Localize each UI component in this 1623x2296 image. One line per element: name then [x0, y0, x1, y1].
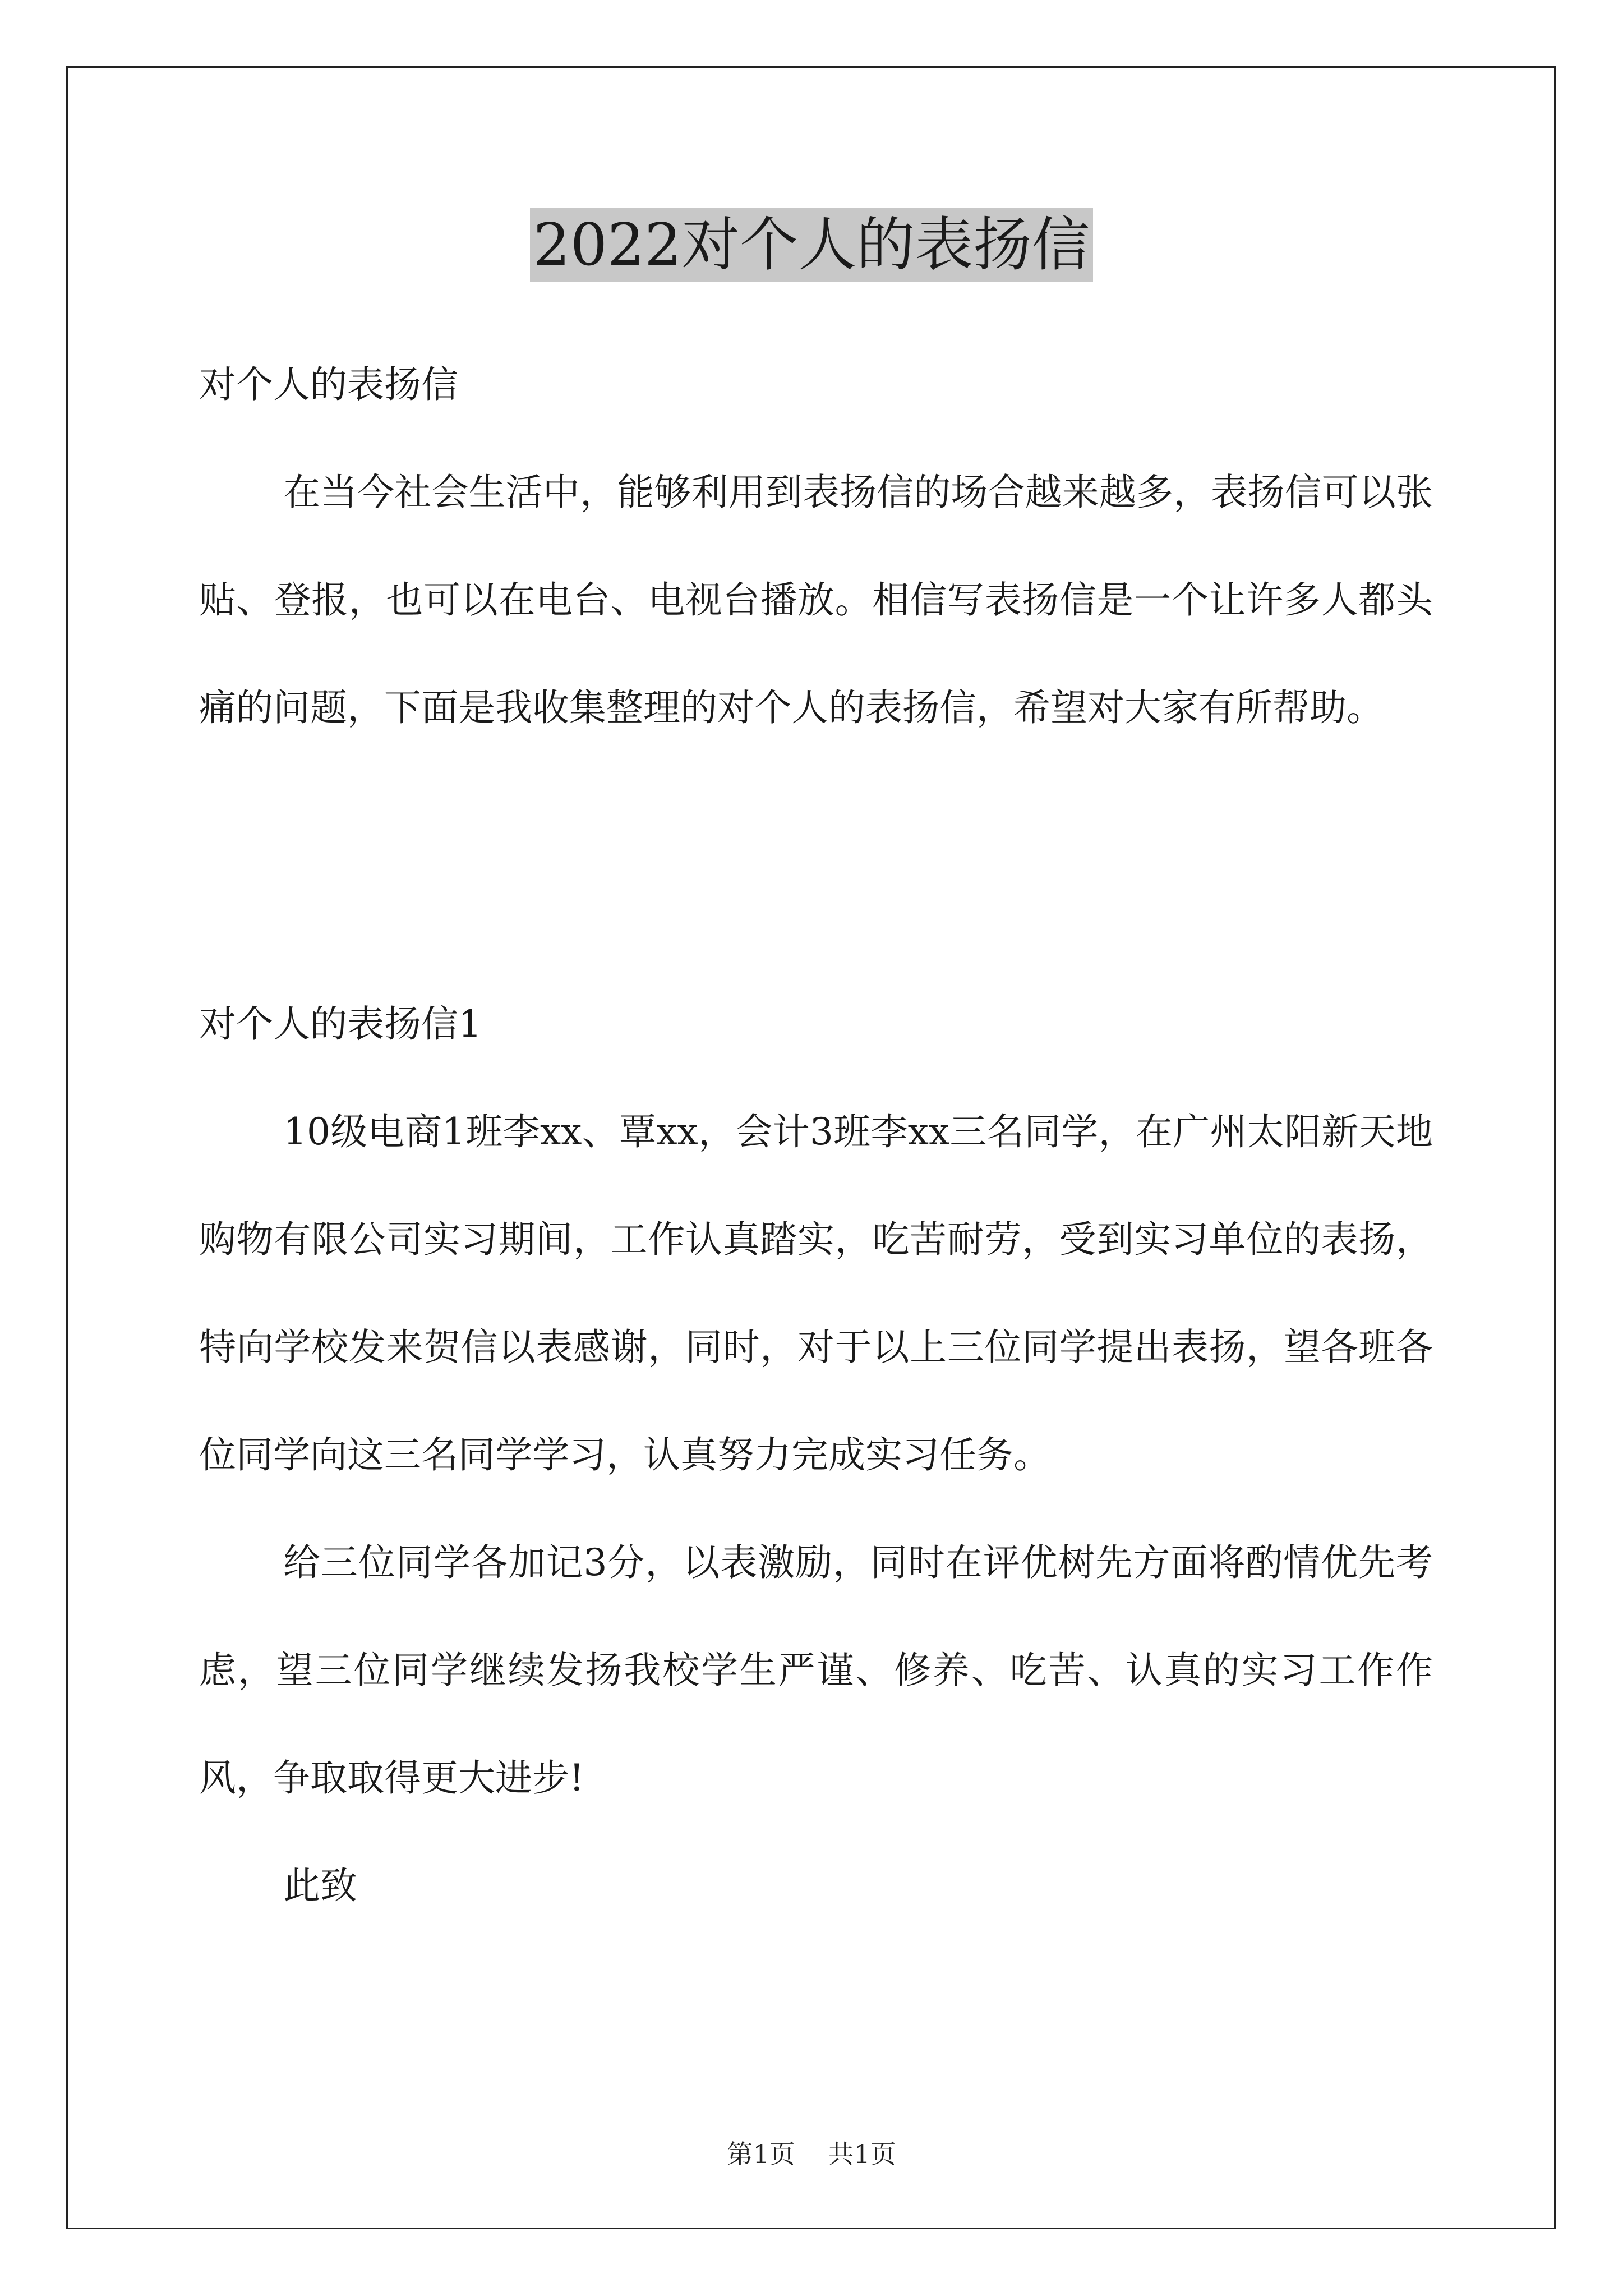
closing-line: 此致 [283, 1864, 357, 1907]
page-footer [0, 2137, 1623, 2171]
page-number-total: 共1页 [828, 2139, 896, 2169]
title-container [0, 208, 1623, 282]
page-number-current: 第1页 [727, 2139, 795, 2169]
document-body-top [199, 331, 1433, 762]
paragraph-2: 给三位同学各加记3分，以表激励，同时在评优树先方面将酌情优先考虑，望三位同学继续发扬我校学生严谨、修养、吃苦、认真的实习工作作风，争取取得更大进步! [199, 1541, 1433, 1800]
section-heading: 对个人的表扬信1 [199, 1002, 482, 1046]
document-subtitle: 对个人的表扬信 [199, 363, 458, 406]
document-body-section [199, 970, 1433, 1940]
intro-paragraph: 在当今社会生活中，能够利用到表扬信的场合越来越多，表扬信可以张贴、登报，也可以在电台、电视台播放。相信写表扬信是一个让许多人都头痛的问题，下面是我收集整理的对个人的表扬信，希望对大家有所帮助。 [199, 471, 1433, 729]
paragraph-1: 10级电商1班李xx、覃xx，会计3班李xx三名同学，在广州太阳新天地购物有限公司实习期间，工作认真踏实，吃苦耐劳，受到实习单位的表扬，特向学校发来贺信以表感谢，同时，对于以上三位同学提出表扬，望各班各位同学向这三名同学学习，认真努力完成实习任务。 [199, 1110, 1433, 1476]
document-title: 2022对个人的表扬信 [530, 208, 1094, 282]
